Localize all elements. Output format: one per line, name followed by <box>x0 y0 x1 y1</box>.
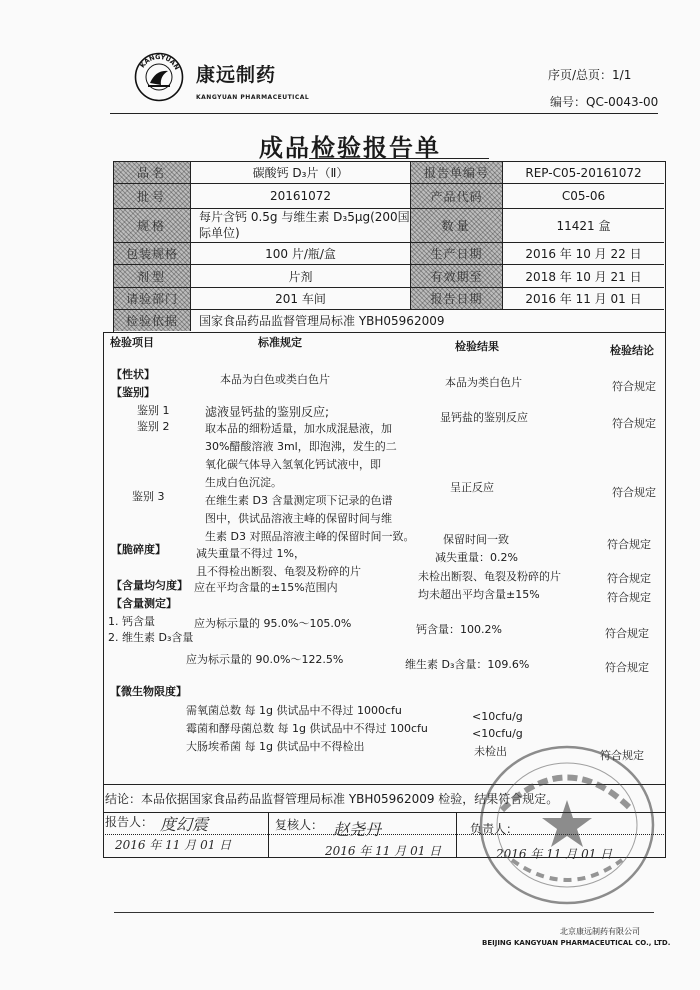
appearance-title: 【性状】 <box>111 368 155 381</box>
package-label: 包装规格 <box>114 243 191 265</box>
kangyuan-logo-icon <box>134 52 184 102</box>
report-date-value: 2016 年 11 月 01 日 <box>503 288 664 310</box>
col-header-standard: 标准规定 <box>258 336 302 349</box>
page-info: 序页/总页：1/1 <box>548 68 632 82</box>
identification-2-result: 呈正反应 <box>450 481 494 494</box>
assay-2-name: 2. 维生素 D₃含量 <box>108 631 194 644</box>
footer-company-en: BEIJING KANGYUAN PHARMACEUTICAL CO., LTD. <box>482 939 671 947</box>
identification-3-standard-line1: 在维生素 D3 含量测定项下记录的色谱 <box>205 494 393 507</box>
microbial-1-standard: 需氧菌总数 每 1g 供试品中不得过 1000cfu <box>186 704 402 717</box>
identification-3-standard-line3: 生素 D3 对照品溶液主峰的保留时间一致。 <box>205 530 415 543</box>
basis-label: 检验依据 <box>114 310 191 331</box>
identification-1-result: 显钙盐的鉴别反应 <box>440 411 528 424</box>
product-code-label: 产品代码 <box>411 184 503 209</box>
footer-divider <box>114 912 654 913</box>
identification-title: 【鉴别】 <box>111 386 155 399</box>
col-header-result: 检验结果 <box>455 340 499 353</box>
doc-number: 编号：QC-0043-00 <box>550 95 659 109</box>
report-no-value: REP-C05-20161072 <box>503 162 664 184</box>
uniformity-conclusion: 符合规定 <box>607 591 651 604</box>
footer-company-cn: 北京康远制药有限公司 <box>560 927 640 936</box>
microbial-2-result: <10cfu/g <box>472 727 523 740</box>
quantity-label: 数量 <box>411 209 503 243</box>
quantity-value: 11421 盒 <box>503 209 664 243</box>
uniformity-title: 【含量均匀度】 <box>111 579 188 592</box>
identification-1-conclusion: 符合规定 <box>612 417 656 430</box>
assay-title: 【含量测定】 <box>111 597 177 610</box>
info-table <box>113 161 666 333</box>
identification-2-name: 鉴别 2 <box>137 420 170 433</box>
microbial-title: 【微生物限度】 <box>110 685 187 698</box>
basis-value: 国家食品药品监督管理局标准 YBH05962009 <box>199 314 445 328</box>
product-name-value: 碳酸钙 D₃片（Ⅱ） <box>191 162 411 184</box>
company-seal-icon <box>472 740 662 910</box>
uniformity-standard: 应在平均含量的±15%范围内 <box>194 581 338 594</box>
responsible-date: 2016 年 11 月 01 日 <box>496 847 613 861</box>
company-name: 康远制药 <box>196 64 277 86</box>
package-value: 100 片/瓶/盒 <box>191 243 411 265</box>
microbial-conclusion: 符合规定 <box>600 749 644 762</box>
friability-title: 【脆碎度】 <box>111 543 166 556</box>
friability-conclusion: 符合规定 <box>607 572 651 585</box>
identification-2-standard-line2: 30%醋酸溶液 3ml，即泡沸，发生的二 <box>205 440 397 453</box>
product-name-label: 品名 <box>114 162 191 184</box>
page-title: 成品检验报告单 <box>259 134 441 162</box>
batch-label: 批号 <box>114 184 191 209</box>
signature-col-divider-1 <box>268 812 269 858</box>
identification-3-standard-line2: 图中，供试品溶液主峰的保留时间与维 <box>205 512 392 525</box>
spec-value: 每片含钙 0.5g 与维生素 D₃5μg(200国际单位) <box>191 209 411 243</box>
reviewer-signature: 赵尧丹 <box>333 820 382 839</box>
spec-label: 规格 <box>114 209 191 243</box>
identification-3-conclusion: 符合规定 <box>607 538 651 551</box>
reporter-date: 2016 年 11 月 01 日 <box>115 838 232 852</box>
title-underline <box>309 158 489 159</box>
microbial-2-standard: 霉菌和酵母菌总数 每 1g 供试品中不得过 100cfu <box>186 722 428 735</box>
reporter-label: 报告人： <box>105 815 154 829</box>
form-label: 剂型 <box>114 265 191 288</box>
responsible-label: 负责人： <box>470 822 519 836</box>
reporter-signature: 度幻震 <box>160 815 209 834</box>
assay-1-standard: 应为标示量的 95.0%～105.0% <box>194 617 352 630</box>
friability-standard-1: 减失重量不得过 1%， <box>196 547 305 560</box>
col-header-conclusion: 检验结论 <box>610 344 654 357</box>
reviewer-date: 2016 年 11 月 01 日 <box>325 844 442 858</box>
identification-1-name: 鉴别 1 <box>137 404 170 417</box>
identification-2-standard-line1: 取本品的细粉适量，加水成混悬液，加 <box>205 422 392 435</box>
form-value: 片剂 <box>191 265 411 288</box>
microbial-3-standard: 大肠埃希菌 每 1g 供试品中不得检出 <box>186 740 365 753</box>
mfg-date-value: 2016 年 10 月 22 日 <box>503 243 664 265</box>
friability-result-2: 未检出断裂、龟裂及粉碎的片 <box>418 570 561 583</box>
signature-col-divider-2 <box>456 812 457 858</box>
dept-value: 201 车间 <box>191 288 411 310</box>
identification-3-name: 鉴别 3 <box>132 490 165 503</box>
expiry-value: 2018 年 10 月 21 日 <box>503 265 664 288</box>
friability-result-1: 减失重量：0.2% <box>435 551 518 564</box>
product-code-value: C05-06 <box>503 184 664 209</box>
conclusion-text: 结论：本品依据国家食品药品监督管理局标准 YBH05962009 检验，结果符合规定。 <box>105 792 559 806</box>
col-header-item: 检验项目 <box>110 336 154 349</box>
appearance-conclusion: 符合规定 <box>612 380 656 393</box>
company-name-en: KANGYUAN PHARMACEUTICAL <box>196 94 310 101</box>
assay-2-standard: 应为标示量的 90.0%～122.5% <box>186 653 344 666</box>
identification-3-result: 保留时间一致 <box>443 533 509 546</box>
assay-1-conclusion: 符合规定 <box>605 627 649 640</box>
friability-standard-2: 且不得检出断裂、龟裂及粉碎的片 <box>196 565 361 578</box>
batch-value: 20161072 <box>191 184 411 209</box>
appearance-result: 本品为类白色片 <box>445 376 522 389</box>
microbial-1-result: <10cfu/g <box>472 710 523 723</box>
assay-1-name: 1. 钙含量 <box>108 615 155 628</box>
expiry-label: 有效期至 <box>411 265 503 288</box>
logo-ring-text: KANGYUAN <box>138 52 182 72</box>
identification-2-standard-line4: 生成白色沉淀。 <box>205 476 282 489</box>
report-no-label: 报告单编号 <box>411 162 503 184</box>
dept-label: 请验部门 <box>114 288 191 310</box>
mfg-date-label: 生产日期 <box>411 243 503 265</box>
assay-2-result: 维生素 D₃含量：109.6% <box>405 658 530 671</box>
assay-1-result: 钙含量：100.2% <box>416 623 502 636</box>
header-divider <box>110 113 658 114</box>
svg-text:KANGYUAN <box>138 53 181 71</box>
assay-2-conclusion: 符合规定 <box>605 661 649 674</box>
identification-2-conclusion: 符合规定 <box>612 486 656 499</box>
identification-1-standard: 滤液显钙盐的鉴别反应; <box>205 405 330 419</box>
identification-2-standard-line3: 氧化碳气体导入氢氧化钙试液中，即 <box>205 458 381 471</box>
appearance-standard: 本品为白色或类白色片 <box>220 373 330 386</box>
microbial-3-result: 未检出 <box>474 745 507 758</box>
uniformity-result: 均未超出平均含量±15% <box>418 588 540 601</box>
report-date-label: 报告日期 <box>411 288 503 310</box>
reviewer-label: 复核人： <box>275 818 324 832</box>
